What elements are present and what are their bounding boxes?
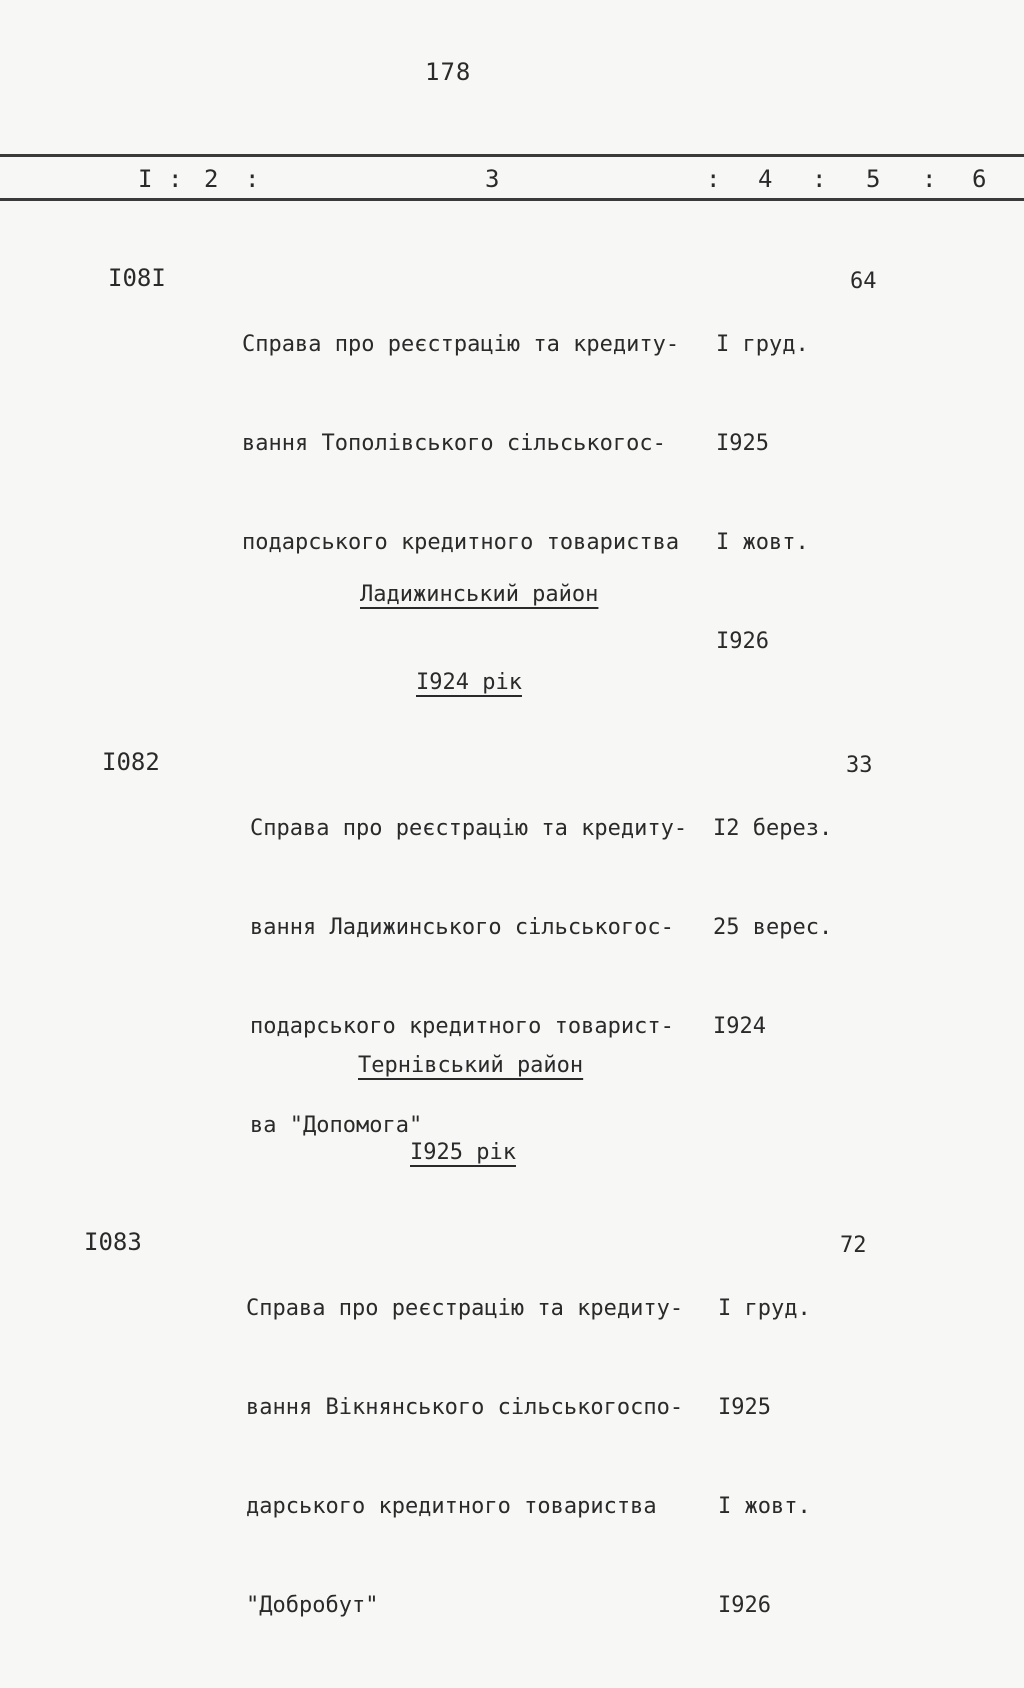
- header-rule-bottom: [0, 198, 1024, 201]
- date-line: 25 верес.: [713, 915, 833, 940]
- column-separator: :: [922, 165, 937, 193]
- date-line: I925: [716, 431, 769, 456]
- title-line: вання Вікнянського сільськогоспо-: [246, 1395, 684, 1420]
- title-line: подарського кредитного товариства: [242, 530, 680, 555]
- record-title: [246, 1226, 683, 1688]
- record-number: I082: [102, 748, 160, 776]
- date-line: I926: [716, 629, 769, 654]
- page-number: 178: [425, 58, 472, 86]
- column-header-2: 2: [204, 165, 219, 193]
- record-number: I083: [84, 1228, 142, 1256]
- column-separator: :: [706, 165, 721, 193]
- record-sheet-count: 64: [850, 269, 877, 294]
- column-header-3: 3: [485, 165, 500, 193]
- date-line: I жовт.: [718, 1494, 811, 1519]
- column-header-5: 5: [866, 165, 881, 193]
- column-header-4: 4: [758, 165, 773, 193]
- year-heading: I924 рік: [416, 670, 522, 695]
- record-title: [242, 262, 679, 625]
- title-line: дарського кредитного товариства: [246, 1494, 657, 1519]
- year-heading: I925 рік: [410, 1140, 516, 1165]
- title-line: Справа про реєстрацію та кредиту-: [250, 816, 688, 841]
- title-line: Справа про реєстрацію та кредиту-: [246, 1296, 684, 1321]
- column-header-6: 6: [972, 165, 987, 193]
- record-dates: [716, 262, 809, 724]
- record-sheet-count: 33: [846, 753, 873, 778]
- column-separator: :: [168, 165, 183, 193]
- title-line: "Добробут": [246, 1593, 379, 1618]
- column-separator: :: [245, 165, 260, 193]
- date-line: I924: [713, 1014, 766, 1039]
- header-rule-top: [0, 154, 1024, 157]
- title-line: ва "Допомога": [250, 1113, 423, 1138]
- date-line: I2 берез.: [713, 816, 833, 841]
- column-separator: :: [812, 165, 827, 193]
- date-line: I жовт.: [716, 530, 809, 555]
- date-line: I925: [718, 1395, 771, 1420]
- date-line: I груд.: [716, 332, 809, 357]
- district-heading: Тернівський район: [358, 1053, 584, 1078]
- title-line: Справа про реєстрацію та кредиту-: [242, 332, 680, 357]
- record-title: [250, 746, 687, 1208]
- record-dates: [713, 746, 832, 1109]
- title-line: вання Ладижинського сільськогос-: [250, 915, 674, 940]
- title-line: подарського кредитного товарист-: [250, 1014, 674, 1039]
- date-line: I груд.: [718, 1296, 811, 1321]
- record-dates: [718, 1226, 811, 1688]
- title-line: вання Тополівського сільськогос-: [242, 431, 666, 456]
- district-heading: Ладижинський район: [360, 582, 599, 607]
- column-header-1: I: [138, 165, 153, 193]
- record-number: I08I: [108, 264, 166, 292]
- date-line: I926: [718, 1593, 771, 1618]
- record-sheet-count: 72: [840, 1233, 867, 1258]
